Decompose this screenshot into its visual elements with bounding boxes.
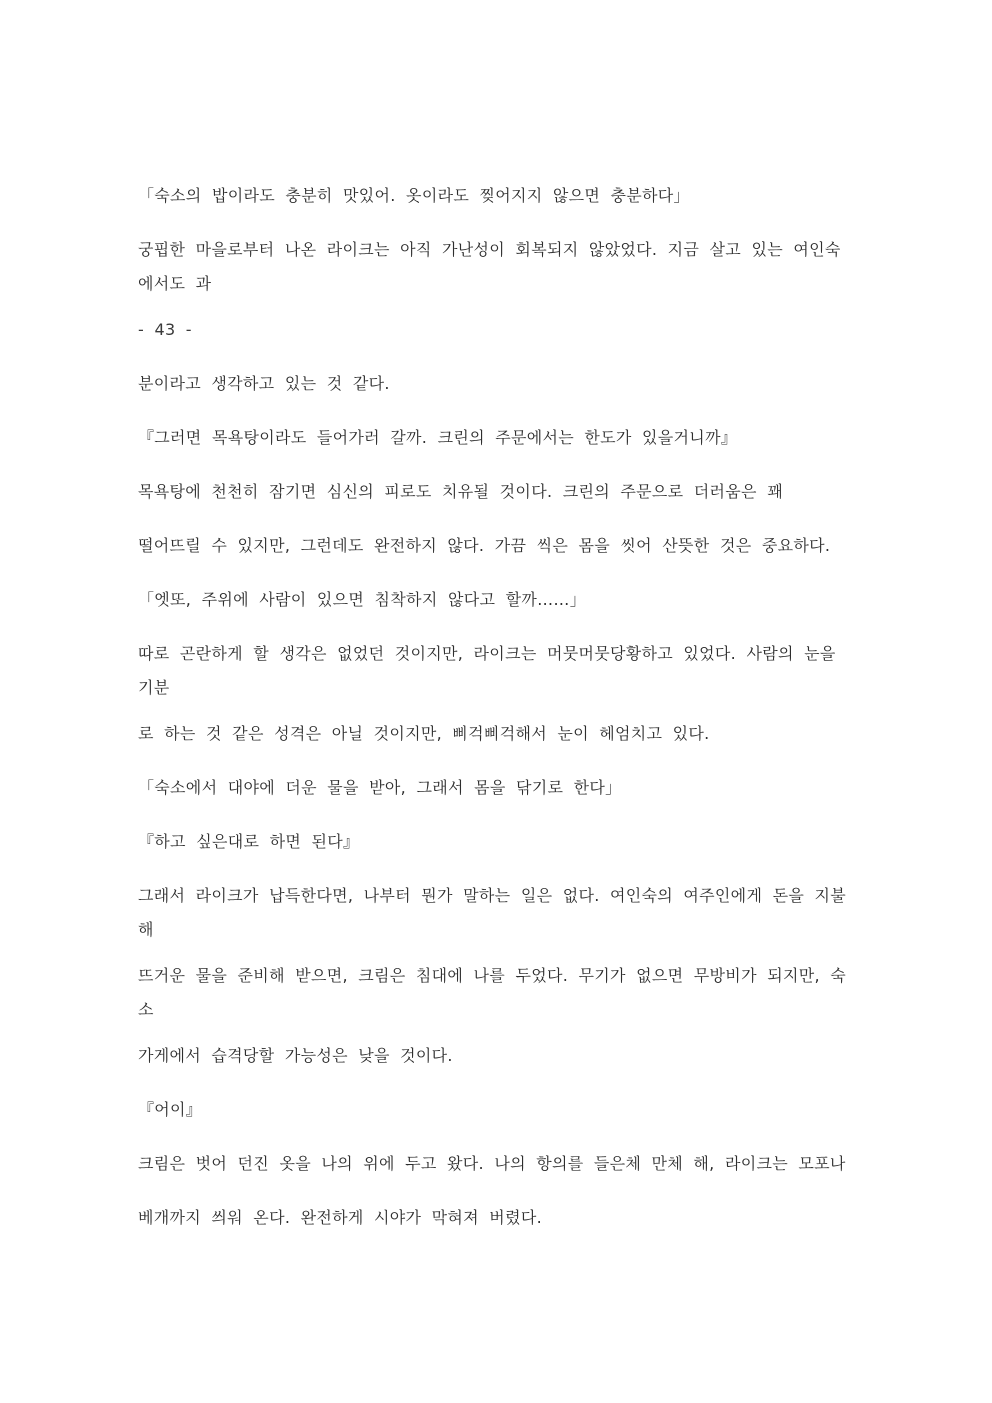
dialogue-paragraph — [138, 179, 886, 213]
text-paragraph — [138, 475, 886, 509]
text-paragraph — [138, 879, 886, 947]
text-line: 뜨거운 물을 준비해 받으면, 크림은 침대에 나를 두었다. 무기가 없으면 무방비가 되지만, 숙 — [138, 966, 847, 985]
text-line: 『하고 싶은대로 하면 된다』 — [138, 832, 360, 851]
text-paragraph — [138, 1039, 886, 1073]
text-paragraph — [138, 1201, 886, 1235]
text-line: 해 — [138, 920, 154, 939]
text-paragraph — [138, 959, 886, 1027]
text-paragraph — [138, 637, 886, 705]
text-line: 베개까지 씌워 온다. 완전하게 시야가 막혀져 버렸다. — [138, 1208, 542, 1227]
text-line: 「숙소에서 대야에 더운 물을 받아, 그래서 몸을 닦기로 한다」 — [138, 778, 622, 797]
dialogue-paragraph — [138, 583, 886, 617]
text-line: 궁핍한 마을로부터 나온 라이크는 아직 가난성이 회복되지 않았었다. 지금 살고 있는 여인숙 — [138, 240, 841, 259]
dialogue-paragraph — [138, 1093, 886, 1127]
text-line: 「엣또, 주위에 사람이 있으면 침착하지 않다고 할까……」 — [138, 590, 587, 609]
text-line: 에서도 과 — [138, 274, 212, 293]
text-line: 소 — [138, 1000, 154, 1019]
text-line: 분이라고 생각하고 있는 것 같다. — [138, 374, 390, 393]
text-paragraph — [138, 233, 886, 301]
page-number-label: - 43 - — [138, 320, 192, 339]
dialogue-paragraph — [138, 421, 886, 455]
text-line: 「숙소의 밥이라도 충분히 맛있어. 옷이라도 찢어지지 않으면 충분하다」 — [138, 186, 690, 205]
text-paragraph — [138, 1147, 886, 1181]
dialogue-paragraph — [138, 771, 886, 805]
text-paragraph — [138, 717, 886, 751]
text-line: 그래서 라이크가 납득한다면, 나부터 뭔가 말하는 일은 없다. 여인숙의 여주인에게 돈을 지불 — [138, 886, 846, 905]
text-paragraph — [138, 529, 886, 563]
text-line: 로 하는 것 같은 성격은 아닐 것이지만, 삐걱삐걱해서 눈이 헤엄치고 있다. — [138, 724, 710, 743]
text-paragraph — [138, 367, 886, 401]
text-line: 크림은 벗어 던진 옷을 나의 위에 두고 왔다. 나의 항의를 들은체 만체 해, 라이크는 모포나 — [138, 1154, 846, 1173]
page-number — [138, 313, 886, 347]
text-line: 가게에서 습격당할 가능성은 낮을 것이다. — [138, 1046, 453, 1065]
text-line: 기분 — [138, 678, 170, 697]
dialogue-paragraph — [138, 825, 886, 859]
text-line: 떨어뜨릴 수 있지만, 그런데도 완전하지 않다. 가끔 씩은 몸을 씻어 산뜻한 것은 중요하다. — [138, 536, 831, 555]
text-line: 『어이』 — [138, 1100, 203, 1119]
text-line: 목욕탕에 천천히 잠기면 심신의 피로도 치유될 것이다. 크린의 주문으로 더러움은 꽤 — [138, 482, 783, 501]
text-line: 『그러면 목욕탕이라도 들어가러 갈까. 크린의 주문에서는 한도가 있을거니까』 — [138, 428, 738, 447]
document-content — [138, 179, 886, 1255]
text-line: 따로 곤란하게 할 생각은 없었던 것이지만, 라이크는 머뭇머뭇당황하고 있었다. 사람의 눈을 — [138, 644, 836, 663]
